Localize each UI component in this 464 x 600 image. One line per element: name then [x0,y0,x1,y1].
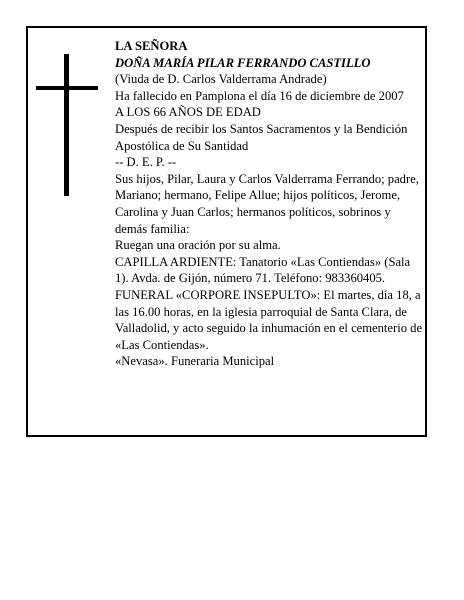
rip-line: -- D. E. P. -- [115,155,177,170]
obituary-heading: LA SEÑORA [115,39,188,53]
cross-horizontal-bar [36,86,98,90]
sacraments-line: Después de recibir los Santos Sacramentos y la Bendición Apostólica de Su Santidad [115,121,408,153]
cross-vertical-bar [64,54,69,196]
age-line: A LOS 66 AÑOS DE EDAD [115,105,261,120]
deceased-name: DOÑA MARÍA PILAR FERRANDO CASTILLO [115,55,371,70]
chapel-info: CAPILLA ARDIENTE: Tanatorio «Las Contiendas» (Sala 1). Avda. de Gijón, número 71. Teléfono: 983360405. [115,254,411,286]
funeral-home: «Nevasa». Funeraria Municipal [115,354,275,369]
family-line: Sus hijos, Pilar, Laura y Carlos Valderrama Ferrando; padre, Mariano; hermano, Felipe Allue; hijos políticos, Jerome, Carolina y Juan Carlos; hermanos políticos, sobrinos y demás familia: [115,171,419,236]
death-notice: Ha fallecido en Pamplona el día 16 de diciembre de 2007 [115,88,404,103]
obituary-text [115,38,425,370]
funeral-info: FUNERAL «CORPORE INSEPULTO»: El martes, día 18, a las 16.00 horas, en la iglesia parroquial de Santa Clara, de Valladolid, y acto seguido la inhumación en el cementerio de «Las Contiendas». [115,287,423,352]
cross-icon [36,54,98,196]
widow-of-line: (Viuda de D. Carlos Valderrama Andrade) [115,72,327,87]
prayer-request: Ruegan una oración por su alma. [115,238,281,253]
